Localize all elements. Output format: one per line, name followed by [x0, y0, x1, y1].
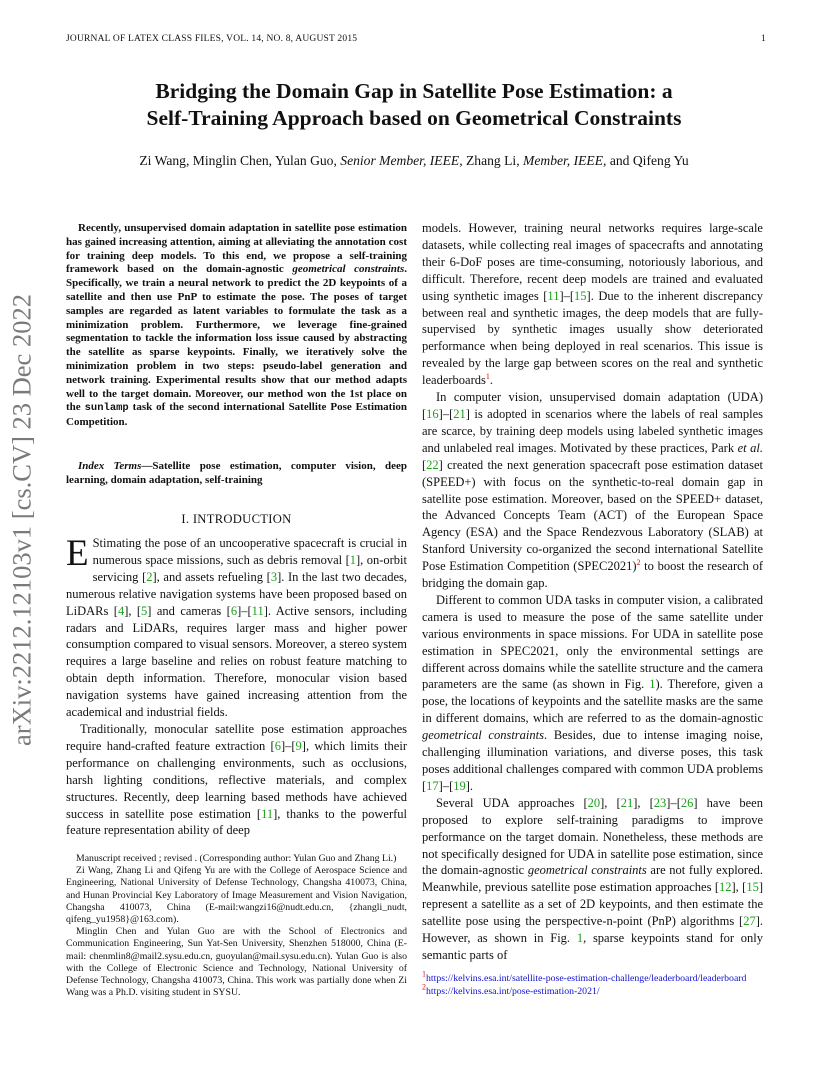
citation-link[interactable]: 21: [453, 406, 466, 421]
author-list: [60, 153, 768, 169]
author-role-1: Senior Member, IEEE,: [340, 153, 463, 168]
section-heading: I. INTRODUCTION: [181, 512, 292, 526]
page-number: 1: [761, 34, 766, 44]
index-terms: [66, 460, 407, 488]
footnote-number: 2: [422, 982, 426, 992]
author-names-3: and Qifeng Yu: [609, 153, 689, 168]
index-terms-text: —Satellite pose estimation, computer vision, deep learning, domain adaptation, self-training: [66, 460, 407, 486]
citation-link[interactable]: 15: [574, 288, 587, 303]
footnote-number: 1: [422, 969, 426, 979]
arxiv-id: arXiv:2212.12103v1 [cs.CV] 23 Dec 2022: [6, 294, 37, 746]
url-footnotes: [422, 969, 763, 998]
citation-link[interactable]: 11: [251, 603, 264, 618]
citation-link[interactable]: 26: [680, 795, 694, 810]
title-line-1: Bridging the Domain Gap in Satellite Pose Estimation: a: [155, 79, 673, 103]
paragraph: Several UDA approaches [20], [21], [23]–[26] have been proposed to explore self-training paradigms to improve performance on the target domain. Nonetheless, these methods are not specifically designed for UDA in satellite pose estimation, since the domain-agnostic geometrical constraints are not fully explored. Meanwhile, previous satellite pose estimation approaches [12], [15] represent a satellite as a set of 2D keypoints, and then estimate the satellite pose using the perspective-n-point (PnP) algorithms [27]. However, as shown in Fig. 1, sparse keypoints stand for only semantic parts of: [422, 795, 764, 962]
abstract-text: task of the second international Satellite Pose Estimation Competition.: [66, 401, 408, 429]
abstract: [66, 222, 407, 430]
citation-link[interactable]: 2: [146, 569, 153, 584]
paragraph: Traditionally, monocular satellite pose estimation approaches require hand-crafted feature extraction [6]–[9], which limits their performance on challenging environments, such as occlusions, harsh lighting conditions, reflective materials, and complex structures. Recently, deep learning based methods have achieved success in satellite pose estimation [11], thanks to the powerful feature representation ability of deep: [66, 721, 408, 838]
author-role-2: Member, IEEE,: [523, 153, 607, 168]
paragraph: Different to common UDA tasks in computer vision, a calibrated camera is used to measure the pose of the same satellite under various environments in space missions. For UDA in satellite pose estimation in SPEC2021, only the environmental settings are different across domains while the satellite structure and the camera parameters are the same (as shown in Fig. 1). Therefore, given a pose, the locations of keypoints and the satellite masks are the same in different domains, which are referred to as the domain-agnostic geometrical constraints. Besides, due to intense imaging noise, challenging illumination variations, and diverse poses, this task poses additional challenges compared with common UDA problems [17]–[19].: [422, 592, 764, 793]
footnote: Minglin Chen and Yulan Guo are with the School of Electronics and Communication Engineering, Sun Yat-Sen University, Shenzhen 518000, China (E-mail: chenmlin8@mail2.sysu.edu.cn, guoyulan@mail.sysu.edu.cn). Yulan Guo is also with the College of Electronic Science and Technology, National University of Defense Technology, Changsha 410073, China. This work was partially done when Zi Wang was a Ph.D. visiting student in SYSU.: [66, 926, 407, 999]
footnote: Manuscript received ; revised . (Corresponding author: Yulan Guo and Zhang Li.): [76, 853, 397, 864]
citation-link[interactable]: 15: [746, 880, 759, 895]
arxiv-stamp: [2, 280, 42, 760]
footnote: [422, 969, 763, 986]
citation-link[interactable]: 5: [141, 603, 148, 618]
author-names-1: Zi Wang, Minglin Chen, Yulan Guo,: [139, 153, 337, 168]
index-terms-label: Index Terms: [78, 460, 142, 472]
citation-link[interactable]: 9: [295, 738, 302, 753]
figure-link[interactable]: 1: [649, 677, 656, 692]
citation-link[interactable]: 6: [274, 738, 281, 753]
footnote: [422, 982, 763, 999]
citation-link[interactable]: 11: [261, 806, 274, 821]
citation-link[interactable]: 4: [117, 603, 125, 618]
citation-link[interactable]: 11: [547, 288, 560, 303]
footnote-url[interactable]: https://kelvins.esa.int/satellite-pose-estimation-challenge/leaderboard/leaderboard: [426, 973, 747, 984]
citation-link[interactable]: 12: [718, 880, 732, 895]
abstract-text: . Specifically, we train a neural network to predict the 2D keypoints of a satellite and then use PnP to estimate the pose. The poses of target samples are regarded as latent variables to formulate the task as a minimization problem. Furthermore, we leverage fine-grained segmentation to tackle the information loss issue caused by abstracting the satellite as sparse keypoints. Finally, we iteratively solve the minimization problem in two steps: pseudo-label generation and network training. Experimental results show that our method adapts well to the target domain. Moreover, our method won the 1st place on the: [66, 263, 407, 414]
intro-text: [66, 535, 407, 839]
title-line-2: Self-Training Approach based on Geometrical Constraints: [146, 106, 682, 130]
citation-link[interactable]: 16: [426, 406, 439, 421]
running-header: [66, 34, 766, 44]
citation-link[interactable]: 20: [587, 795, 601, 810]
right-column-text: [422, 220, 763, 964]
citation-link[interactable]: 1: [349, 552, 356, 567]
citation-link[interactable]: 27: [743, 914, 756, 929]
paragraph: In computer vision, unsupervised domain adaptation (UDA) [16]–[21] is adopted in scenarios where the labels of real samples are scarce, by training deep models using labeled synthetic images and unlabeled real images. Motivated by these practices, Park et al. [22] created the next generation spacecraft pose estimation dataset (SPEED+) with focus on the synthetic-to-real domain gap in satellite pose estimation. Moreover, based on the SPEED+ dataset, the Advanced Concepts Team (ACT) of the European Space Agency (ESA) and the Space Rendezvous Laboratory (SLAB) at Stanford University co-organized the second international Satellite Pose Estimation Competition (SPEC2021)$^2$ to boost the research of bridging the domain gap.: [422, 390, 764, 591]
abstract-text: Recently, unsupervised domain adaptation in satellite pose estimation has gained increasing attention, aiming at alleviating the annotation cost for training deep models. To this end, we propose a self-training framework based on the domain-agnostic: [66, 222, 407, 276]
author-footnotes: [66, 853, 407, 999]
paper-title: [60, 78, 768, 132]
author-names-2: Zhang Li,: [466, 153, 520, 168]
citation-link[interactable]: 19: [453, 778, 466, 793]
citation-link[interactable]: 21: [620, 795, 634, 810]
citation-link[interactable]: 6: [230, 603, 238, 618]
abstract-emphasis: geometrical constraints: [292, 263, 405, 276]
drop-cap: E: [66, 533, 89, 574]
footnote-ref[interactable]: 2: [636, 557, 641, 567]
journal-name: JOURNAL OF LATEX CLASS FILES, VOL. 14, NO. 8, AUGUST 2015: [66, 34, 358, 44]
paragraph: E Stimating the pose of an uncooperative spacecraft is crucial in numerous space missions, such as debris removal [1], on-orbit servicing [2], and assets refueling [3]. In the last two decades, numerous relative navigation systems have been proposed based on LiDARs [4], [5] and cameras [6]–[11]. Active sensors, including radars and LiDARs, requires larger mass and higher power consumption compared to visual sensors. Moreover, a stereo system requires a large baseline and relies on robust feature matching to obtain depth information. Therefore, monocular vision based navigation systems have gained increasing attention from the academical and industrial fields.: [66, 533, 408, 720]
citation-link[interactable]: 17: [426, 778, 439, 793]
footnote-ref[interactable]: 1: [485, 372, 490, 381]
citation-link[interactable]: 22: [426, 457, 439, 472]
abstract-code: sunlamp: [84, 402, 129, 415]
figure-link[interactable]: 1: [576, 931, 584, 946]
paragraph: models. However, training neural networks requires large-scale datasets, while collecting real images of spacecrafts and annotating their 6-DoF poses are time-consuming, notoriously laborious, and difficult. Therefore, recent deep models are trained and evaluated using synthetic images [11]–[15]. Due to the inherent discrepancy between real and synthetic images, the deep models that are fully-supervised by synthetic images usually show deteriorated performance when being deployed in real scenarios. This issue is revealed by the large gap between scores on the real and synthetic leaderboards$^1$.: [422, 221, 763, 388]
citation-link[interactable]: 3: [270, 569, 278, 584]
footnote: Zi Wang, Zhang Li and Qifeng Yu are with the College of Aerospace Science and Engineering, National University of Defense Technology, Changsha 410073, China, and Hunan Provincial Key Laboratory of Image Measurement and Vision Navigation, Changsha 410073, China (E-mail:wangzi16@nudt.edu.cn, {zhangli_nudt, qifeng_yu1958}@163.com).: [66, 865, 407, 926]
footnote-url[interactable]: https://kelvins.esa.int/pose-estimation-2021/: [426, 985, 600, 997]
citation-link[interactable]: 23: [653, 795, 667, 810]
